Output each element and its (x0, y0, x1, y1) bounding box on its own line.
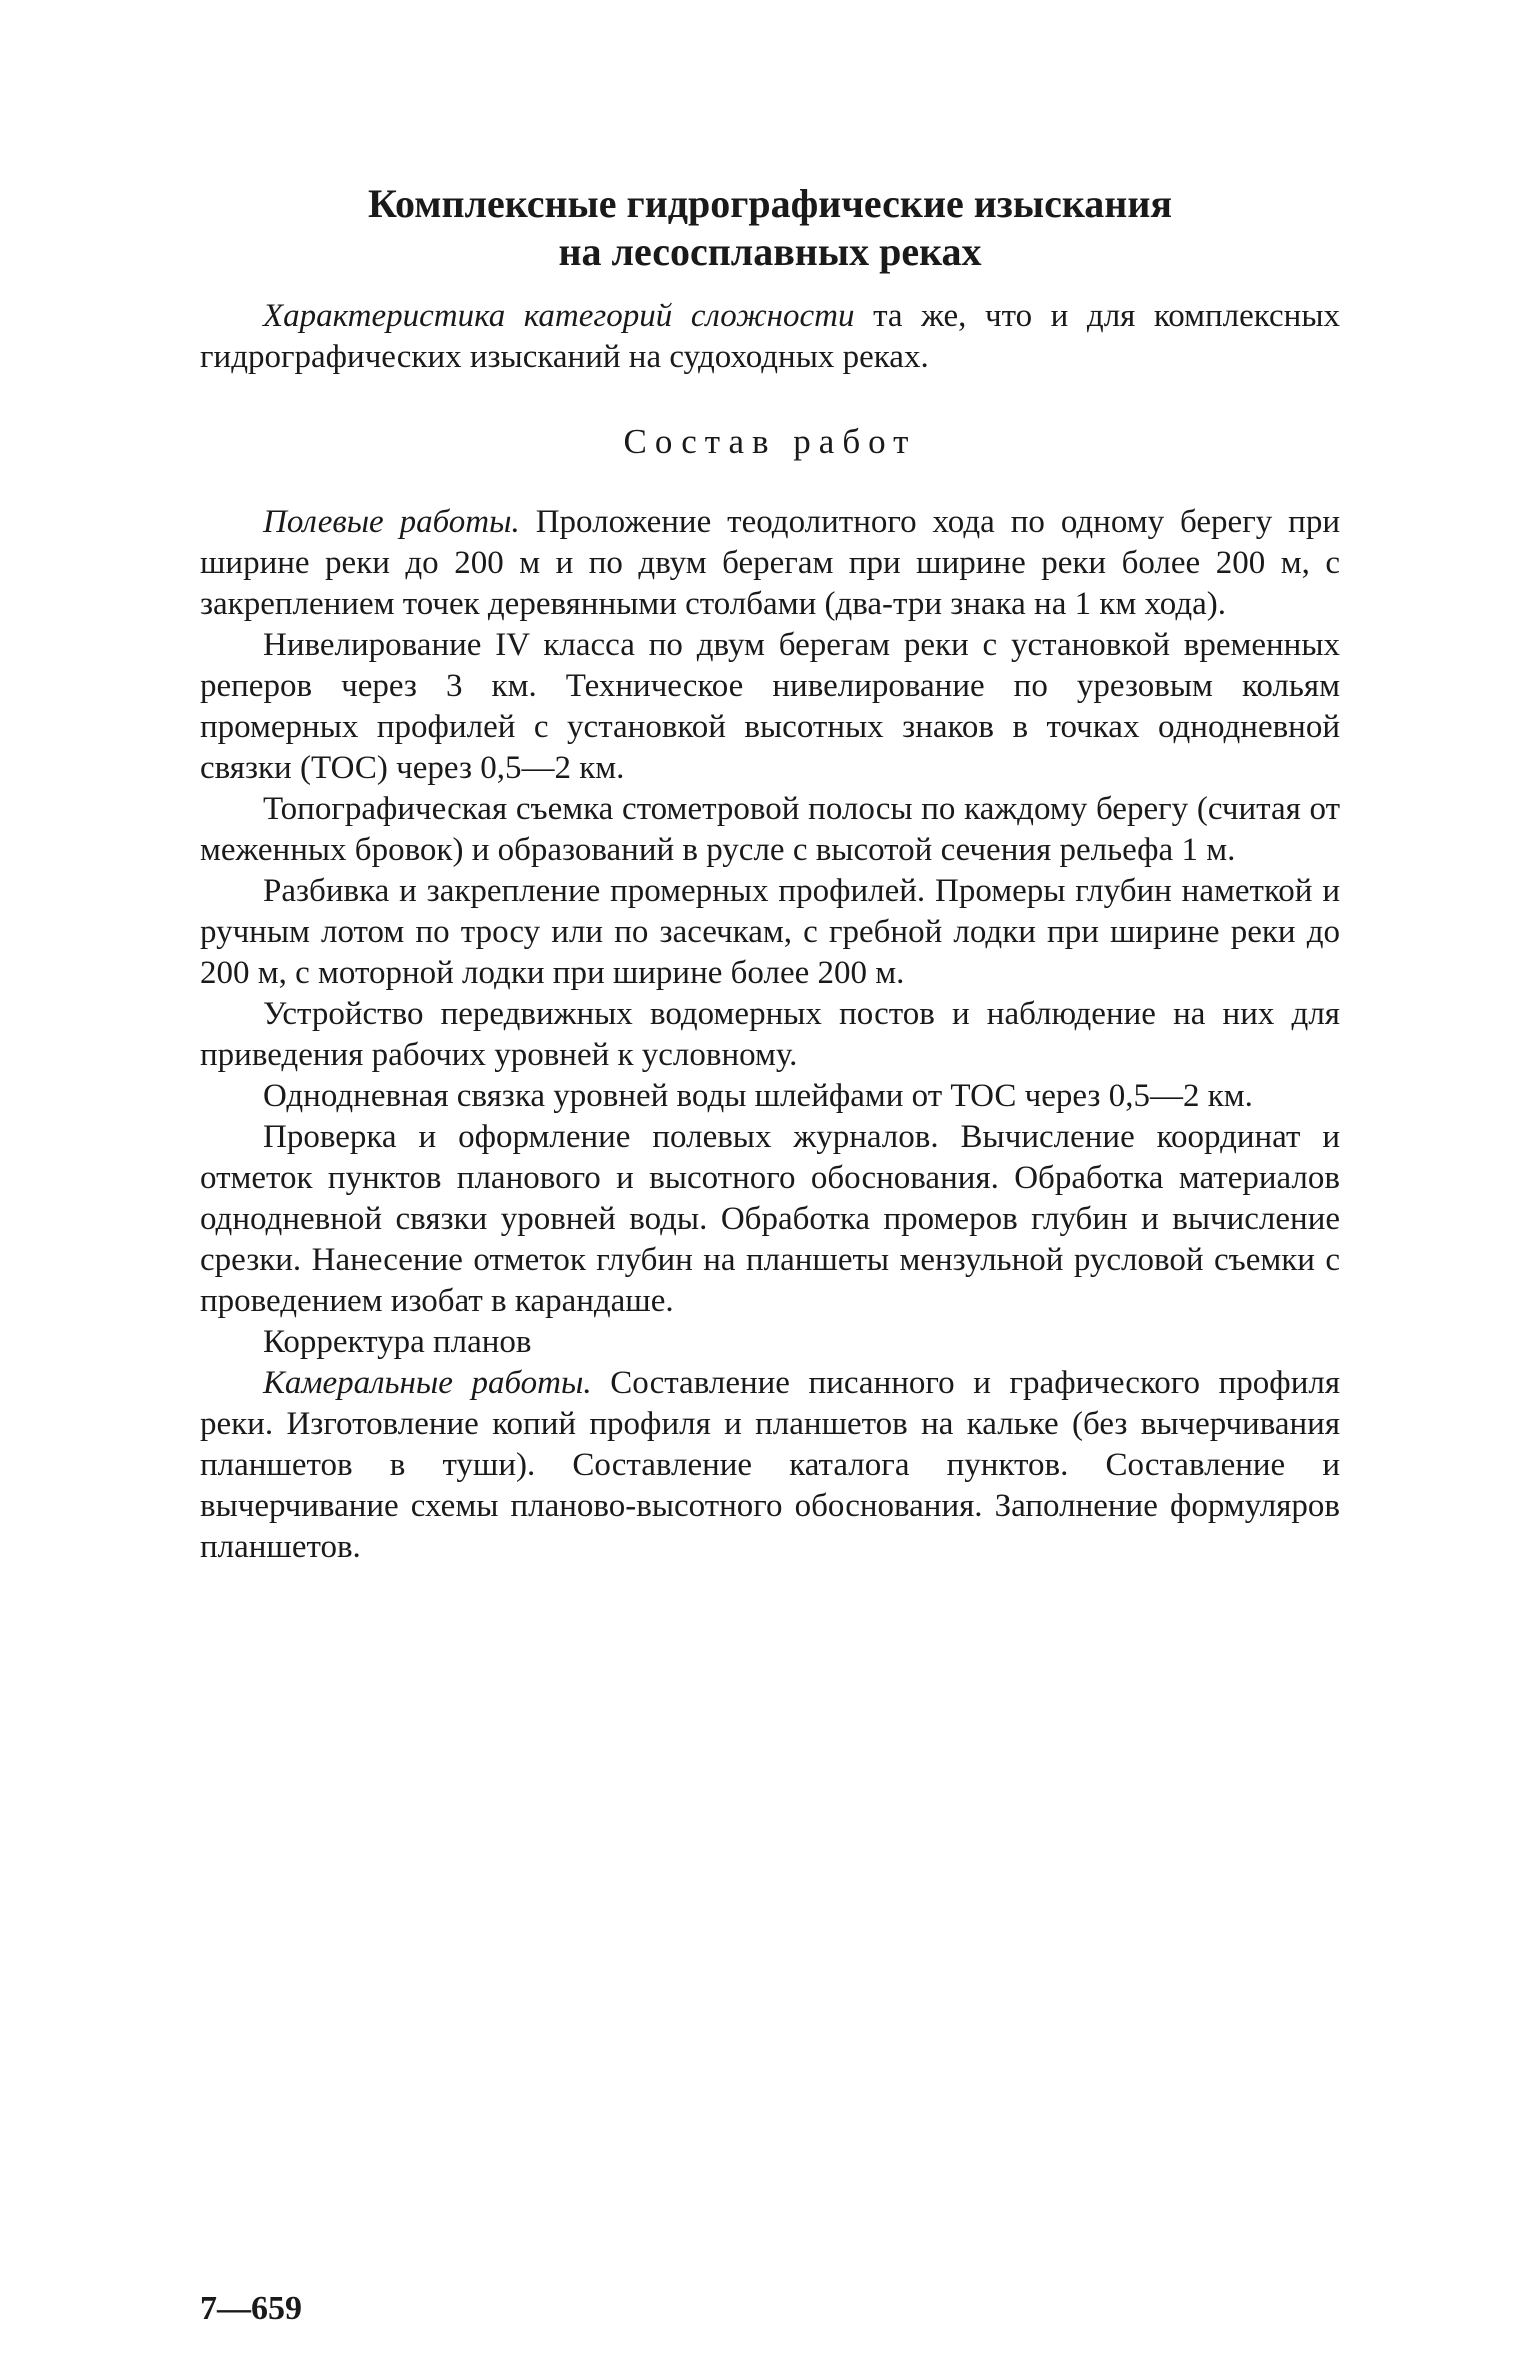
field-paragraph-7: Проверка и оформление полевых журналов. Вычисление координат и отметок пунктов планового и высотного обоснования. Обработка материалов однодневной связки уровней воды. Обработка промеров глубин и вычисление срезки. Нанесение отметок глубин на планшеты мензульной русловой съемки с проведением изобат в карандаше. (200, 1119, 1340, 1319)
field-paragraph-1 (200, 502, 1340, 625)
document-page (200, 180, 1340, 1568)
office-works-text: Составление писанного и графического профиля реки. Изготовление копий профиля и планшетов на кальке (без вычерчивания планшетов в туши). Составление каталога пунктов. Составление и вычерчивание схемы планово-высотного обоснования. Заполнение формуляров планшетов. (200, 1365, 1340, 1565)
intro-text: та же, что и для комплексных гидрографических изысканий на судоходных реках. (200, 298, 1340, 375)
office-paragraph (200, 1363, 1340, 1568)
field-paragraph-4: Разбивка и закрепление промерных профилей. Промеры глубин наметкой и ручным лотом по тросу или по засечкам, с гребной лодки при ширине реки до 200 м, с моторной лодки при ширине более 200 м. (200, 873, 1340, 991)
field-paragraph-8: Корректура планов (263, 1324, 532, 1360)
intro-lead: Характеристика категорий сложности (263, 298, 855, 334)
field-paragraph-6: Однодневная связка уровней воды шлейфами от ТОС через 0,5—2 км. (263, 1078, 1253, 1114)
title-line-2: на лесосплавных реках (558, 229, 982, 274)
field-paragraph-2: Нивелирование IV класса по двум берегам реки с установкой временных реперов через 3 км. Техническое нивелирование по урезовым кольям промерных профилей с установкой высотных знаков в точках однодневной связки (ТОС) через 0,5—2 км. (200, 627, 1340, 786)
office-works-lead: Камеральные работы. (263, 1365, 592, 1401)
field-works-lead: Полевые работы. (263, 504, 520, 540)
document-title (200, 180, 1340, 276)
section-title: Состав работ (623, 422, 917, 461)
title-line-1: Комплексные гидрографические изыскания (367, 181, 1173, 226)
field-paragraph-5: Устройство передвижных водомерных постов и наблюдение на них для приведения рабочих уровней к условному. (200, 996, 1340, 1073)
intro-paragraph (200, 296, 1340, 378)
field-paragraph-3: Топографическая съемка стометровой полосы по каждому берегу (считая от меженных бровок) и образований в русле с высотой сечения рельефа 1 м. (200, 791, 1340, 868)
field-works-text: Проложение теодолитного хода по одному берегу при ширине реки до 200 м и по двум берегам при ширине реки более 200 м, с закреплением точек деревянными столбами (два-три знака на 1 км хода). (200, 504, 1341, 622)
footer-signature-code: 7—659 (200, 2290, 302, 2327)
